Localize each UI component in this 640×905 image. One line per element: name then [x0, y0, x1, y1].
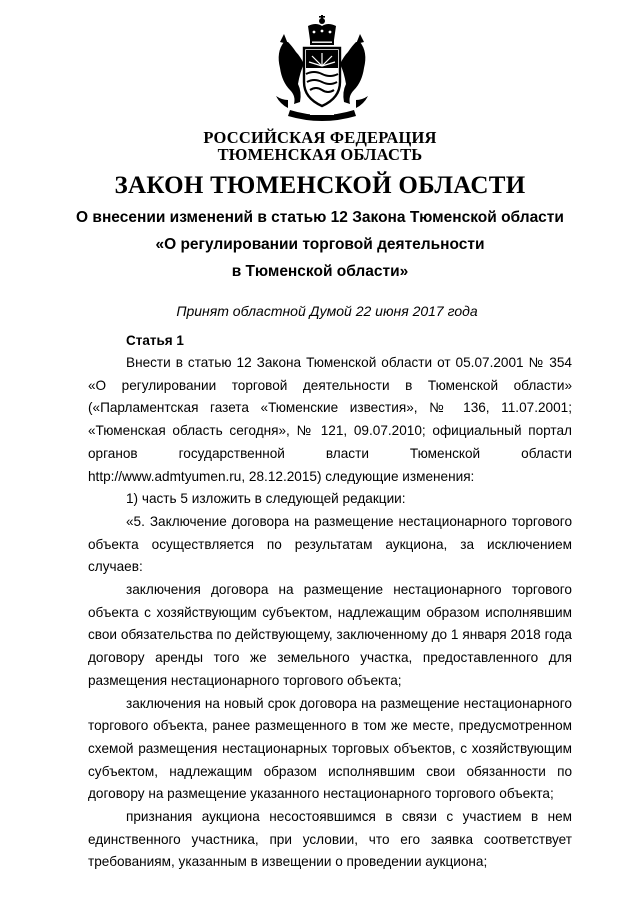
- region-heading: ТЮМЕНСКАЯ ОБЛАСТЬ: [217, 145, 423, 164]
- country-heading: РОССИЙСКАЯ ФЕДЕРАЦИЯ: [203, 128, 437, 147]
- article-body: [88, 352, 572, 874]
- subject-line-1: О внесении изменений в статью 12 Закона Тюменской области: [76, 209, 564, 226]
- adoption-date: Принят областной Думой 22 июня 2017 года: [176, 303, 478, 319]
- paragraph: заключения на новый срок договора на размещение нестационарного торгового объекта, ранее размещенного в том же месте, предусмотренном схемой размещения нестационарных торговых объектов, с хозяйствующим субъектом, надлежащим образом исполнявшим свои обязанности по договору на размещение указанного нестационарного торгового объекта;: [88, 695, 572, 802]
- paragraph: 1) часть 5 изложить в следующей редакции:: [126, 491, 406, 507]
- tyumen-coat-of-arms-icon: [270, 12, 374, 122]
- subject-line-3: в Тюменской области»: [231, 263, 409, 280]
- law-title: ЗАКОН ТЮМЕНСКОЙ ОБЛАСТИ: [114, 172, 526, 199]
- subject-line-2: «О регулировании торговой деятельности: [155, 236, 485, 253]
- article-heading: Статья 1: [126, 333, 184, 348]
- paragraph: «5. Заключение договора на размещение нестационарного торгового объекта осуществляется по результатам аукциона, за исключением случаев:: [88, 513, 572, 575]
- paragraph: Внести в статью 12 Закона Тюменской области от 05.07.2001 № 354 «О регулировании торговой деятельности в Тюменской области» («Парламентская газета «Тюменские известия», № 136, 11.07.2001; «Тюменская область сегодня», № 121, 09.07.2010; официальный портал органов государственной власти Тюменской области http://www.admtyumen.ru, 28.12.2015) следующие изменения:: [88, 355, 572, 484]
- paragraph: признания аукциона несостоявшимся в связи с участием в нем единственного участника, при условии, что его заявка соответствует требованиям, указанным в извещении о проведении аукциона;: [88, 809, 572, 870]
- paragraph: заключения договора на размещение нестационарного торгового объекта с хозяйствующим субъектом, надлежащим образом исполнявшим свои обязательства по действующему, заключенному до 1 января 2018 года договору аренды того же земельного участка, предоставленного для размещения нестационарного торгового объекта;: [88, 582, 572, 688]
